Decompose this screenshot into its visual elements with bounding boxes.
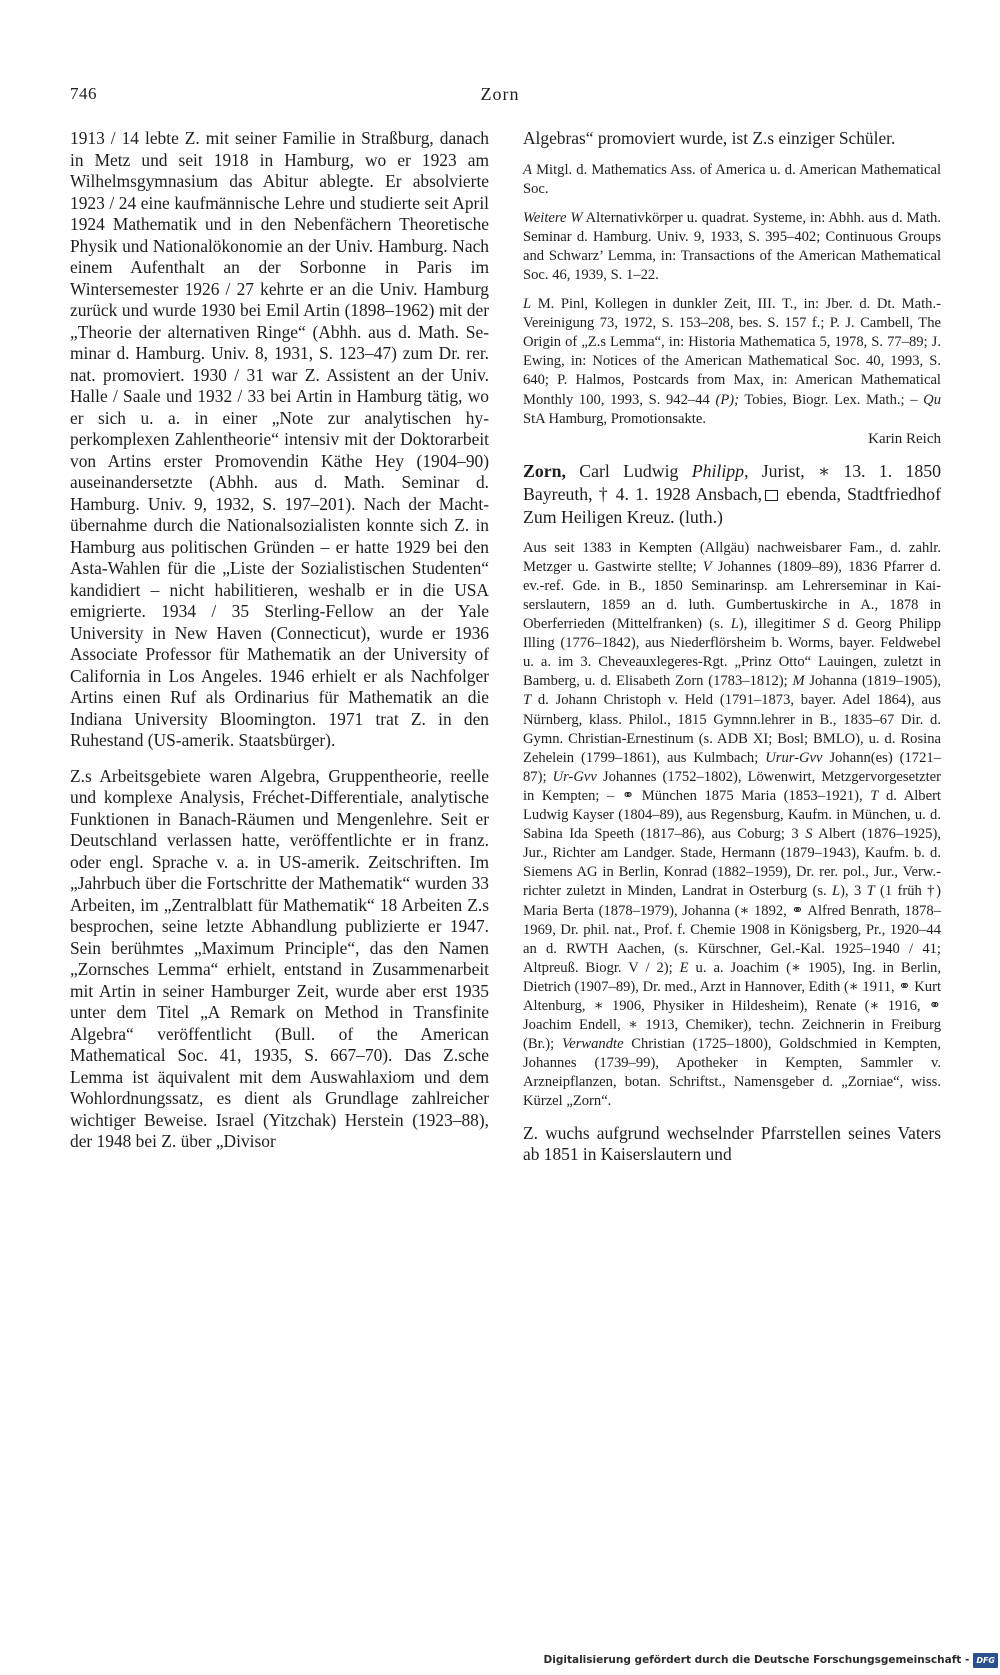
section-label: Weitere W xyxy=(523,209,583,226)
sources-text: StA Hamburg, Promotionsakte. xyxy=(523,410,706,427)
left-column xyxy=(70,128,489,1153)
right-column xyxy=(523,128,941,1166)
genealogy-text: Johanna (1819–1905), xyxy=(804,673,941,690)
entry-details: , Jurist, ∗ 13. 1. 1850 Bayreuth, † 4. 1. 1928 Ansbach, xyxy=(523,460,941,504)
genealogy-label: T xyxy=(866,883,875,900)
entry-heading xyxy=(523,460,941,529)
literature-section xyxy=(523,295,941,429)
genealogy-text: ), illegitimer xyxy=(738,616,823,633)
entry-details: ebenda, Stadtfriedhof Zum Heiligen Kreuz. (luth.) xyxy=(523,483,941,527)
awards-text: Mitgl. d. Mathematics Ass. of America u. d. American Mathematical Soc. xyxy=(523,161,941,197)
genealogy-label: T xyxy=(870,787,879,804)
works-text: Alternativkörper u. quadrat. Systeme, in: Abhh. aus d. Math. Seminar d. Hamburg. Univ. 9, 1933, S. 395–402; Continuous Groups and Schwarz’ Lemma, in: Transactions of the American Mathematical Soc. 46, 1939, S. 1–22. xyxy=(523,209,941,283)
genealogy-label: L xyxy=(832,883,841,900)
sources-label: Qu xyxy=(923,391,942,408)
entry-given-names: Carl Ludwig xyxy=(565,460,692,481)
genealogy-text: Johannes (1752–1802), Löwenwirt, Metzgervorgesetzter in Kempten; – ⚭ München 1875 Maria (1853–1921), xyxy=(523,768,941,804)
author-signature: Karin Reich xyxy=(868,430,941,447)
digitization-footer xyxy=(544,1651,1000,1669)
genealogy-label: S xyxy=(805,826,813,843)
running-head: Zorn xyxy=(480,84,520,104)
genealogy-label: Verwandte xyxy=(561,1036,624,1053)
biography-paragraph-continued: Algebras“ promoviert wurde, ist Z.s einziger Schüler. xyxy=(523,128,896,148)
genealogy-text: Johannes (1809–89), 1836 Pfarrer d. ev.-ref. Gde. in B., 1850 Seminarinsp. am Lehrerseminar in Kaiserslautern, 1859 an d. luth. Gumbertuskirche in A., 1878 in Oberferrieden (Mittelfranken) (s. xyxy=(523,558,941,633)
genealogy-label: T xyxy=(523,692,532,709)
biography-paragraph: Z.s Arbeitsgebiete waren Algebra, Gruppentheorie, reelle und komplexe Analysis, Fréchet-Differentiale, analytische Funktionen in Banach-Räumen und Mengenlehre. Seit er Deutschland verlassen hatte, veröffentlichte er in franz. oder engl. Sprache v. a. in US-amerik. Zeitschriften. Im „Jahrbuch über die Fortschritte der Mathematik“ wurden 33 Arbeiten, im „Zentralblatt für Mathematik“ 18 Arbeiten Z.s besprochen, seine letzte Abhandlung publizierte er 1947. Sein berühmtes „Maximum Principle“, das den Namen „Zornsches Lemma“ erhielt, entstand in Zusammenarbeit mit Artin in seiner Hamburger Zeit, wurde aber erst 1935 unter dem Titel „A Remark on Method in Transfinite Algebra“ veröffentlicht (Bull. of the American Mathematical Soc. 41, 1935, S. 667–70). Das Z.sche Lemma ist äquivalent mit dem Auswahlaxiom und dem Wohlordnungssatz, es dient als Grundlage zahlreicher wichtiger Beweise. Israel (Yitzchak) Herstein (1923–88), der 1948 bei Z. über „Divisor xyxy=(70,765,489,1151)
dfg-logo-icon: DFG xyxy=(973,1653,998,1668)
genealogy-label: M xyxy=(792,673,805,690)
genealogy-text: Albert (1876–1925), Jur., Richter am Landger. Stade, Hermann (1879–1943), Kaufm. b. d. Siemens AG in Berlin, Konrad (1882–1959), Dr. rer. pol., Jur., Verw.-richter zuletzt in Minden, Landrat in Osterburg (s. xyxy=(523,826,941,900)
works-section xyxy=(523,209,941,285)
genealogy-label: Ur-Gvv xyxy=(552,768,597,785)
entry-call-name: Philipp xyxy=(691,460,745,481)
genealogy-text: Aus seit 1383 in Kempten (Allgäu) nachweisbarer Fam., d. zahlr. Metzger u. Gastwirte stellte; xyxy=(523,539,941,575)
genealogy-label: V xyxy=(702,558,712,575)
entry-surname: Zorn, xyxy=(523,460,566,481)
genealogy-label: S xyxy=(822,616,830,633)
burial-symbol-icon xyxy=(765,490,778,501)
genealogy-text: d. Georg Philipp Illing (1776–1842), aus Niederflörsheim b. Worms, bayer. Feldwebel u. a. im 3. Cheveauxlegeres-Rgt. „Prinz Otto“ Lauingen, zuletzt in Bamberg, u. d. Elisabeth Zorn (1783–1812); xyxy=(523,616,941,690)
portrait-label: (P); xyxy=(715,391,739,408)
footer-text: Digitalisierung gefördert durch die Deutsche Forschungsgemeinschaft - xyxy=(543,1654,970,1666)
literature-text: M. Pinl, Kollegen in dunkler Zeit, III. T., in: Jber. d. Dt. Math.-Vereinigung 73, 1972, S. 153–208, bes. S. 157 f.; P. J. Cambell, The Origin of „Z.s Lemma“, in: Historia Mathematica 5, 1978, S. 77–89; J. Ewing, in: Notices of the American Mathematical Soc. 40, 1993, S. 640; P. Halmos, Postcards from Max, in: American Mathematical Monthly 100, 1993, S. 942–44 xyxy=(523,296,941,408)
genealogy-label: E xyxy=(679,959,689,976)
literature-text: Tobies, Biogr. Lex. Math.; – xyxy=(738,391,924,408)
section-label: A xyxy=(523,161,532,178)
biography-paragraph: 1913 / 14 lebte Z. mit seiner Familie in Straßburg, danach in Metz und seit 1918 in Hamburg, wo er 1923 am Wilhelmsgymnasium das Abitur ablegte. Er absolvierte 1923 / 24 eine kaufmännische Lehre und studierte seit April 1924 Mathematik und in den Nebenfächern Theoretische Physik und Nationalökonomie an der Univ. Hamburg. Nach einem Aufenthalt an der Sorbonne in Paris im Wintersemester 1926 / 27 kehrte er an die Univ. Hamburg zurück und wurde 1930 bei Emil Artin (1898–1962) mit der „Theorie der alternativen Ringe“ (Abhh. aus d. Math. Seminar d. Hamburg. Univ. 8, 1931, S. 123–47) zum Dr. rer. nat. promoviert. 1930 / 31 war Z. Assistent an der Univ. Halle / Saale und 1932 / 33 bei Artin in Hamburg tätig, wo er sich u. a. in einer „Note zur analytischen hyperkomplexen Zahlentheorie“ intensiv mit der Doktorarbeit von Artins erster Promovendin Käthe Hey (1904–90) auseinandersetzte (Abhh. aus d. Math. Seminar d. Hamburg. Univ. 9, 1932, S. 197–201). Nach der Machtübernahme durch die Nationalsozialisten konnte sich Z. in Hamburg aus politischen Gründen – er hatte 1929 bei den Asta-Wahlen für die „Liste der Sozialistischen Studenten“ kandidiert – nicht habilitieren, weshalb er in die USA emigrierte. 1934 / 35 Sterling-Fellow an der Yale University in New Haven (Connecticut), wurde er 1936 Associate Professor für Mathematik an der University of California in Los Angeles. 1946 erhielt er als Nachfolger Artins einen Ruf als Ordinarius für Mathematik an die Indiana University Bloomington. 1971 trat Z. in den Ruhestand (US-amerik. Staatsbürger). xyxy=(70,128,489,750)
section-label: L xyxy=(523,296,532,313)
genealogy-text: d. Albert Ludwig Kayser (1804–89), aus Regensburg, Kaufm. in München, u. d. Sabina Ida Speeth (1817–86), aus Coburg; 3 xyxy=(523,787,941,843)
genealogy-label: L xyxy=(730,616,739,633)
genealogy-section xyxy=(523,539,941,1112)
genealogy-text: Christian (1725–1800), Goldschmied in Kempten, Johannes (1739–99), Apotheker in Kempten, Sammler v. Arzneipflanzen, botan. Schriftst., Namensgeber d. „Zorniae“, wiss. Kürzel „Zorn“. xyxy=(523,1036,942,1110)
page-header xyxy=(0,84,1000,110)
awards-section xyxy=(523,161,941,199)
page-number: 746 xyxy=(70,84,97,103)
genealogy-text: ), 3 xyxy=(840,883,867,900)
genealogy-text: u. a. Joachim (∗ 1905), Ing. in Berlin, Dietrich (1907–89), Dr. med., Arzt in Hannover, Edith (∗ 1911, ⚭ Kurt Altenburg, ∗ 1906, Physiker in Hildesheim), Renate (∗ 1916, ⚭ Joachim Endell, ∗ 1913, Chemiker), techn. Zeichnerin in Freiburg (Br.); xyxy=(523,959,941,1053)
genealogy-text: (1 früh †) Maria Berta (1878–1979), Johanna (∗ 1892, ⚭ Alfred Benrath, 1878–1969, Dr. phil. nat., Prof. f. Chemie 1908 in Königsberg, Pr., 1920–44 an d. RWTH Aachen, (s. Kürschner, Gel.-Kal. 1925–1940 / 41; Altpreuß. Biogr. V / 2); xyxy=(523,883,942,976)
genealogy-text: Johann(es) (1721–87); xyxy=(523,749,941,785)
biography-start: Z. wuchs aufgrund wechselnder Pfarrstellen seines Vaters ab 1851 in Kaiserslautern und xyxy=(523,1122,941,1165)
genealogy-text: d. Johann Christoph v. Held (1791–1873, bayer. Adel 1864), aus Nürnberg, klass. Philol., 1815 Gymnn.lehrer in B., 1835–67 Dir. d. Gymn. Christian-Ernestinum (s. ADB XI; Bosl; BMLO), u. d. Rosina Zehelein (1799–1861), aus Kulmbach; xyxy=(523,692,941,766)
genealogy-label: Urur-Gvv xyxy=(765,749,823,766)
